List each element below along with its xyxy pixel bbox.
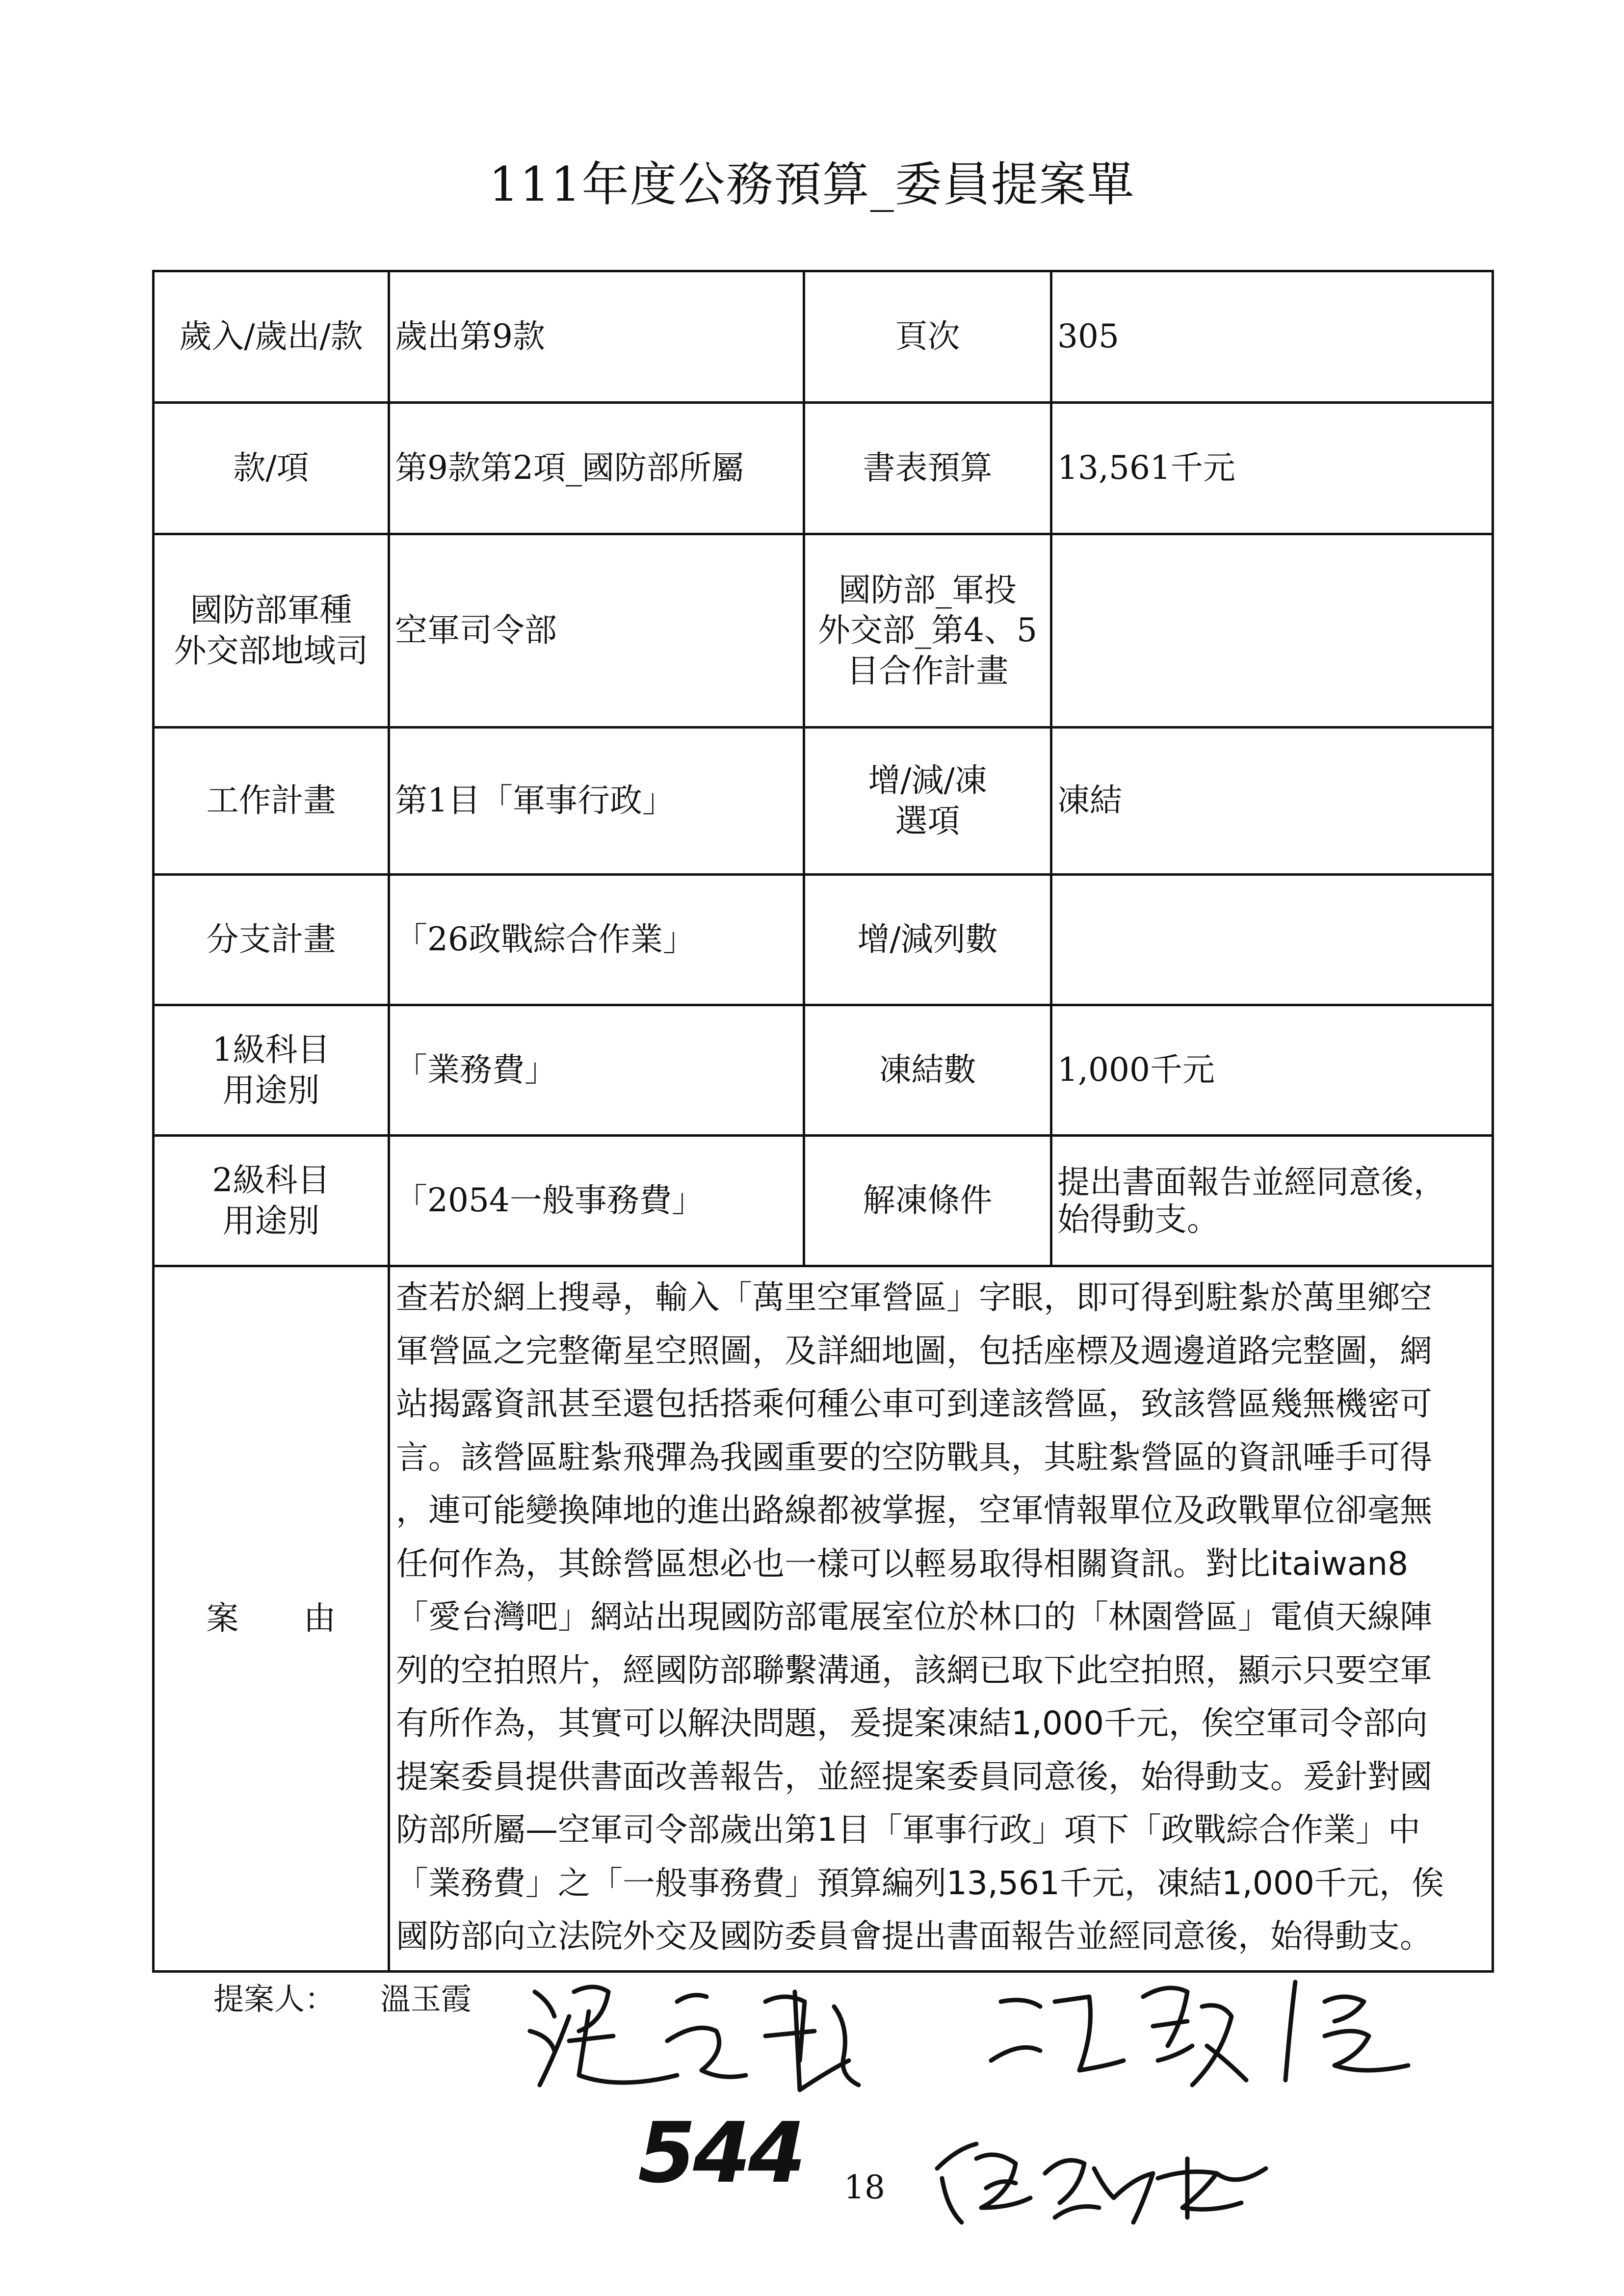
reason-line: 任何作為，其餘營區想必也一樣可以輕易取得相關資訊。對比itaiwan8 xyxy=(396,1544,1409,1583)
field-value: 305 xyxy=(1051,271,1493,403)
field-label: 歲入/歲出/款 xyxy=(154,271,389,403)
field-value: 提出書面報告並經同意後， 始得動支。 xyxy=(1051,1136,1493,1266)
field-value: 空軍司令部 xyxy=(389,534,804,728)
field-value: 13,561千元 xyxy=(1051,403,1493,534)
handwritten-number: 544 xyxy=(638,2105,803,2202)
page-number: 18 xyxy=(844,2168,885,2206)
reason-line: 軍營區之完整衛星空照圖，及詳細地圖，包括座標及週邊道路完整圖，網 xyxy=(396,1331,1432,1370)
field-label: 增/減列數 xyxy=(804,875,1051,1005)
field-value: 歲出第9款 xyxy=(389,271,804,403)
reason-line: 「業務費」之「一般事務費」預算編列13,561千元，凍結1,000千元，俟 xyxy=(396,1864,1444,1902)
reason-label: 案 由 xyxy=(154,1266,389,1972)
field-label: 頁次 xyxy=(804,271,1051,403)
reason-line: 列的空拍照片，經國防部聯繫溝通，該網已取下此空拍照，顯示只要空軍 xyxy=(396,1651,1432,1689)
signature-3 xyxy=(937,2144,1266,2222)
field-label: 書表預算 xyxy=(804,403,1051,534)
field-value: 1,000千元 xyxy=(1051,1005,1493,1136)
field-label: 增/減/凍 選項 xyxy=(804,728,1051,875)
field-value: 「26政戰綜合作業」 xyxy=(389,875,804,1005)
reason-line: 防部所屬—空軍司令部歲出第1目「軍事行政」項下「政戰綜合作業」中 xyxy=(396,1811,1420,1849)
field-label: 1級科目 用途別 xyxy=(154,1005,389,1136)
field-label: 解凍條件 xyxy=(804,1136,1051,1266)
field-label: 2級科目 用途別 xyxy=(154,1136,389,1266)
reason-line: 有所作為，其實可以解決問題，爰提案凍結1,000千元，俟空軍司令部向 xyxy=(396,1704,1428,1742)
signature-2 xyxy=(991,1982,1408,2085)
field-value: 「業務費」 xyxy=(389,1005,804,1136)
field-value: 凍結 xyxy=(1051,728,1493,875)
proposer-label: 提案人： xyxy=(213,1981,336,2017)
reason-line: 查若於網上搜尋，輸入「萬里空軍營區」字眼，即可得到駐紮於萬里鄉空 xyxy=(396,1278,1432,1316)
reason-line: 言。該營區駐紮飛彈為我國重要的空防戰具，其駐紮營區的資訊唾手可得 xyxy=(396,1438,1432,1476)
page-title: 111年度公務預算_委員提案單 xyxy=(489,157,1135,212)
reason-line: 提案委員提供書面改善報告，並經提案委員同意後，始得動支。爰針對國 xyxy=(396,1757,1432,1796)
proposer-name: 溫玉霞 xyxy=(380,1981,472,2017)
signature-1 xyxy=(530,1987,859,2090)
field-label: 國防部_軍投 外交部_第4、5 目合作計畫 xyxy=(804,534,1051,728)
field-label: 凍結數 xyxy=(804,1005,1051,1136)
field-label: 款/項 xyxy=(154,403,389,534)
reason-line: 國防部向立法院外交及國防委員會提出書面報告並經同意後，始得動支。 xyxy=(396,1917,1432,1955)
field-label: 國防部軍種 外交部地域司 xyxy=(154,534,389,728)
reason-line: ，連可能變換陣地的進出路線都被掌握，空軍情報單位及政戰單位卻毫無 xyxy=(396,1491,1432,1529)
field-value: 第1目「軍事行政」 xyxy=(389,728,804,875)
field-value: 第9款第2項_國防部所屬 xyxy=(389,403,804,534)
field-value: 「2054一般事務費」 xyxy=(389,1136,804,1266)
reason-line: 站揭露資訊甚至還包括搭乘何種公車可到達該營區，致該營區幾無機密可 xyxy=(396,1385,1432,1423)
reason-line: 「愛台灣吧」網站出現國防部電展室位於林口的「林園營區」電偵天線陣 xyxy=(396,1598,1432,1636)
field-label: 工作計畫 xyxy=(154,728,389,875)
field-label: 分支計畫 xyxy=(154,875,389,1005)
